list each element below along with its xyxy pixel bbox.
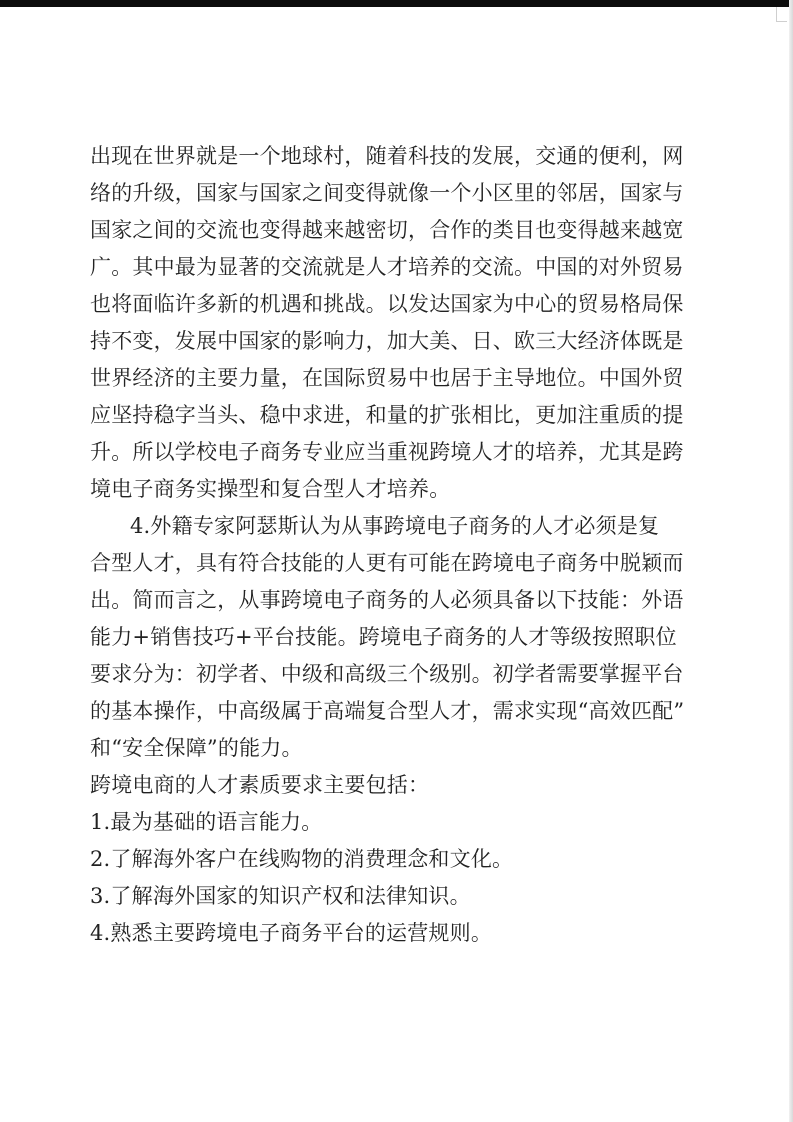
text-line: 的基本操作，中高级属于高端复合型人才，需求实现“高效匹配” bbox=[90, 699, 685, 723]
list-item: 4.熟悉主要跨境电子商务平台的运营规则。 bbox=[90, 921, 493, 945]
requirements-heading: 跨境电商的人才素质要求主要包括： bbox=[90, 773, 430, 797]
text-line: 4.外籍专家阿瑟斯认为从事跨境电子商务的人才必须是复 bbox=[130, 514, 660, 538]
list-item: 3.了解海外国家的知识产权和法律知识。 bbox=[90, 884, 471, 908]
text-line: 络的升级，国家与国家之间变得就像一个小区里的邻居，国家与 bbox=[90, 181, 684, 205]
text-line: 合型人才，具有符合技能的人更有可能在跨境电子商务中脱颖而 bbox=[90, 551, 684, 575]
text-line: 能力+销售技巧+平台技能。跨境电子商务的人才等级按照职位 bbox=[90, 625, 677, 649]
paragraph-expert-view bbox=[90, 508, 702, 767]
text-line: 国家之间的交流也变得越来越密切，合作的类目也变得越来越宽 bbox=[90, 218, 684, 242]
list-item: 2.了解海外客户在线购物的消费理念和文化。 bbox=[90, 847, 514, 871]
text-line: 持不变，发展中国家的影响力，加大美、日、欧三大经济体既是 bbox=[90, 329, 684, 353]
text-line: 境电子商务实操型和复合型人才培养。 bbox=[90, 477, 451, 501]
text-line: 世界经济的主要力量，在国际贸易中也居于主导地位。中国外贸 bbox=[90, 366, 684, 390]
text-line: 要求分为：初学者、中级和高级三个级别。初学者需要掌握平台 bbox=[90, 662, 684, 686]
text-line: 也将面临许多新的机遇和挑战。以发达国家为中心的贸易格局保 bbox=[90, 292, 684, 316]
text-line: 出现在世界就是一个地球村，随着科技的发展，交通的便利，网 bbox=[90, 144, 684, 168]
list-item: 1.最为基础的语言能力。 bbox=[90, 810, 323, 834]
text-line: 出。简而言之，从事跨境电子商务的人必须具备以下技能：外语 bbox=[90, 588, 684, 612]
scan-right-edge bbox=[789, 0, 793, 1122]
requirements-list bbox=[90, 804, 702, 952]
text-line: 广。其中最为显著的交流就是人才培养的交流。中国的对外贸易 bbox=[90, 255, 684, 279]
scan-corner-mark bbox=[776, 7, 787, 22]
document-body bbox=[90, 138, 702, 952]
text-line: 应坚持稳字当头、稳中求进，和量的扩张相比，更加注重质的提 bbox=[90, 403, 684, 427]
text-line: 和“安全保障”的能力。 bbox=[90, 736, 303, 760]
scan-top-border bbox=[0, 0, 793, 7]
text-line: 升。所以学校电子商务专业应当重视跨境人才的培养，尤其是跨 bbox=[90, 440, 684, 464]
paragraph-talent-exchange bbox=[90, 138, 702, 508]
